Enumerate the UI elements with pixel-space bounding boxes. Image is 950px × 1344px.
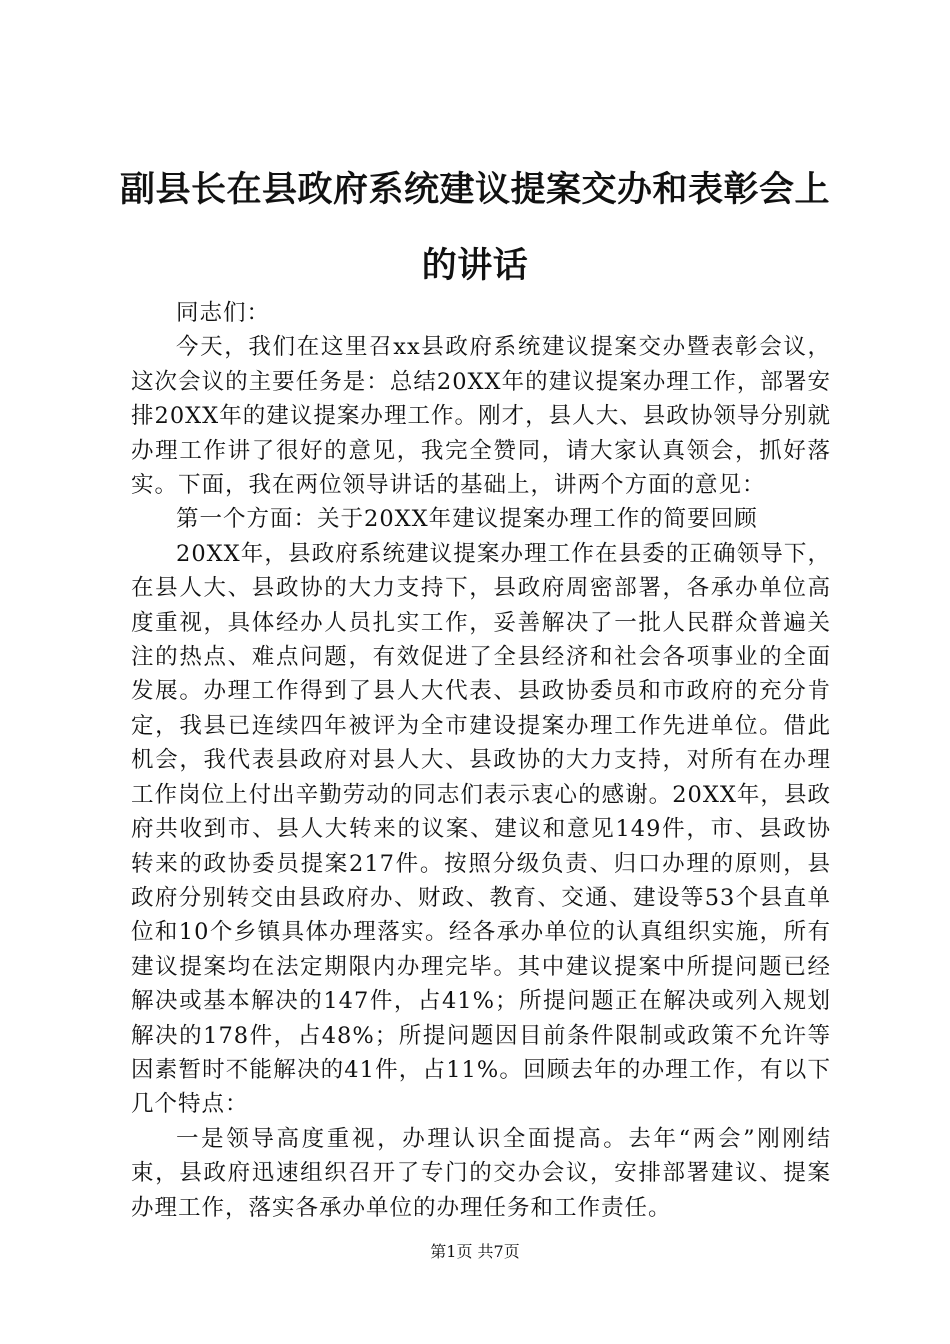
feature-one-paragraph: 一是领导高度重视，办理认识全面提高。去年“两会”刚刚结束，县政府迅速组织召开了专门的交办会议，安排部署建议、提案办理工作，落实各承办单位的办理任务和工作责任。: [131, 1125, 831, 1221]
intro-paragraph: 今天，我们在这里召xx县政府系统建议提案交办暨表彰会议，这次会议的主要任务是：总结20XX年的建议提案办理工作，部署安排20XX年的建议提案办理工作。刚才，县人大、县政协领导分别就办理工作讲了很好的意见，我完全赞同，请大家认真领会，抓好落实。下面，我在两位领导讲话的基础上，讲两个方面的意见：: [131, 334, 831, 499]
page-number-footer: 第1页 共7页: [430, 1242, 520, 1261]
document-body: [131, 296, 831, 1225]
review-paragraph: 20XX年，县政府系统建议提案办理工作在县委的正确领导下，在县人大、县政协的大力支持下，县政府周密部署，各承办单位高度重视，具体经办人员扎实工作，妥善解决了一批人民群众普遍关注的热点、难点问题，有效促进了全县经济和社会各项事业的全面发展。办理工作得到了县人大代表、县政协委员和市政府的充分肯定，我县已连续四年被评为全市建设提案办理工作先进单位。借此机会，我代表县政府对县人大、县政协的大力支持，对所有在办理工作岗位上付出辛勤劳动的同志们表示衷心的感谢。20XX年，县政府共收到市、县人大转来的议案、建议和意见149件，市、县政协转来的政协委员提案217件。按照分级负责、归口办理的原则，县政府分别转交由县政府办、财政、教育、交通、建设等53个县直单位和10个乡镇具体办理落实。经各承办单位的认真组织实施，所有建议提案均在法定期限内办理完毕。其中建议提案中所提问题已经解决或基本解决的147件，占41%；所提问题正在解决或列入规划解决的178件，占48%；所提问题因目前条件限制或政策不允许等因素暂时不能解决的41件，占11%。回顾去年的办理工作，有以下几个特点：: [131, 540, 831, 1118]
document-title: 副县长在县政府系统建议提案交办和表彰会上的讲话: [119, 169, 830, 286]
salutation-paragraph: 同志们：: [176, 300, 271, 326]
section-heading-paragraph: 第一个方面：关于20XX年建议提案办理工作的简要回顾: [176, 506, 758, 533]
